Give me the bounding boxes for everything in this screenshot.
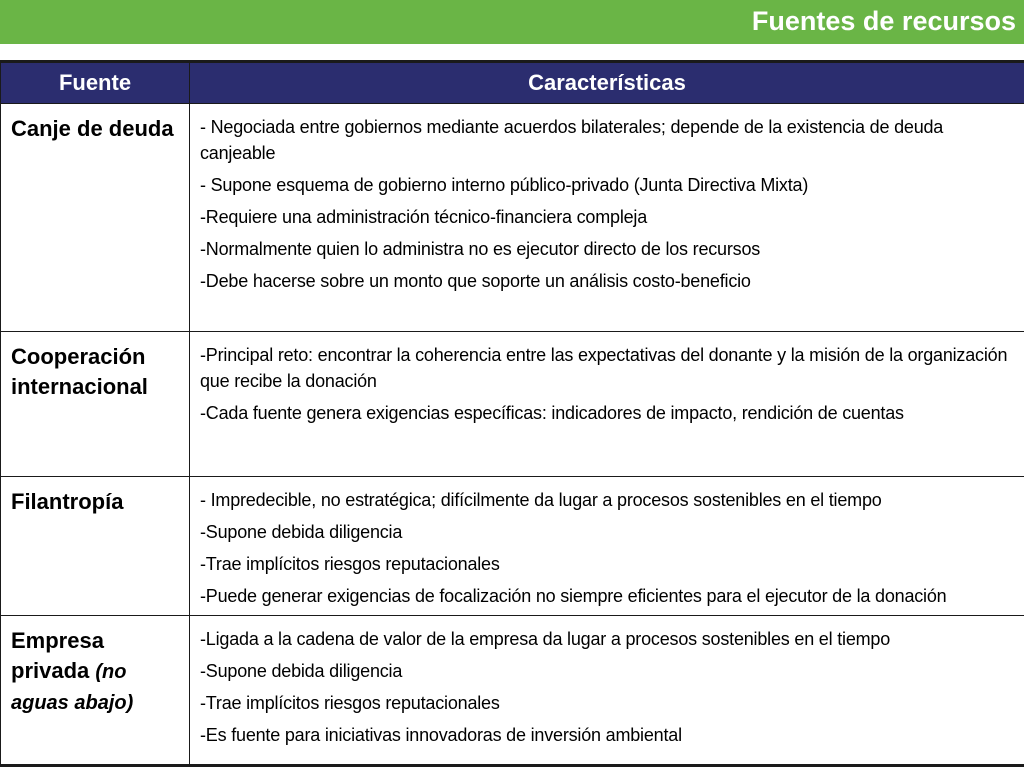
- table-header-row: [1, 62, 1024, 104]
- source-name: Filantropía: [11, 489, 124, 514]
- table-row: [1, 616, 1024, 766]
- source-name: Canje de deuda: [11, 116, 174, 141]
- characteristic-item: -Normalmente quien lo administra no es ejecutor directo de los recursos: [200, 239, 761, 259]
- source-cell: [1, 104, 190, 332]
- source-cell: [1, 332, 190, 477]
- sources-table: [0, 60, 1024, 767]
- table-row: [1, 332, 1024, 477]
- characteristic-item: - Impredecible, no estratégica; difícilmente da lugar a procesos sostenibles en el tiempo: [200, 490, 882, 510]
- characteristic-item: - Supone esquema de gobierno interno público-privado (Junta Directiva Mixta): [200, 175, 809, 195]
- characteristic-item: -Supone debida diligencia: [200, 661, 403, 681]
- source-subnote: (no aguas abajo): [11, 661, 134, 714]
- source-name: Empresa privada: [11, 628, 104, 683]
- characteristic-item: -Supone debida diligencia: [200, 522, 403, 542]
- source-name: Cooperación internacional: [11, 344, 148, 399]
- characteristics-cell: [190, 477, 1024, 616]
- characteristic-item: -Debe hacerse sobre un monto que soporte un análisis costo-beneficio: [200, 271, 751, 291]
- characteristic-item: -Cada fuente genera exigencias específicas: indicadores de impacto, rendición de cuentas: [200, 403, 904, 423]
- characteristic-item: - Negociada entre gobiernos mediante acuerdos bilaterales; depende de la existencia de deuda canjeable: [200, 117, 944, 163]
- column-header-fuente: Fuente: [1, 62, 190, 104]
- characteristics-cell: [190, 104, 1024, 332]
- page-title: Fuentes de recursos: [751, 6, 1016, 36]
- characteristic-item: -Trae implícitos riesgos reputacionales: [200, 693, 500, 713]
- characteristic-item: -Trae implícitos riesgos reputacionales: [200, 554, 500, 574]
- characteristics-cell: [190, 332, 1024, 477]
- characteristic-item: -Requiere una administración técnico-financiera compleja: [200, 207, 648, 227]
- characteristics-cell: [190, 616, 1024, 766]
- characteristic-item: -Principal reto: encontrar la coherencia entre las expectativas del donante y la misión de la organización que recibe la donación: [200, 345, 1008, 391]
- title-bar: [0, 0, 1024, 44]
- table-row: [1, 477, 1024, 616]
- characteristic-item: -Ligada a la cadena de valor de la empresa da lugar a procesos sostenibles en el tiempo: [200, 629, 891, 649]
- source-cell: [1, 477, 190, 616]
- column-header-caracteristicas: Características: [190, 62, 1024, 104]
- source-cell: [1, 616, 190, 766]
- characteristic-item: -Es fuente para iniciativas innovadoras de inversión ambiental: [200, 725, 682, 745]
- characteristic-item: -Puede generar exigencias de focalización no siempre eficientes para el ejecutor de la donación: [200, 586, 947, 606]
- table-row: [1, 104, 1024, 332]
